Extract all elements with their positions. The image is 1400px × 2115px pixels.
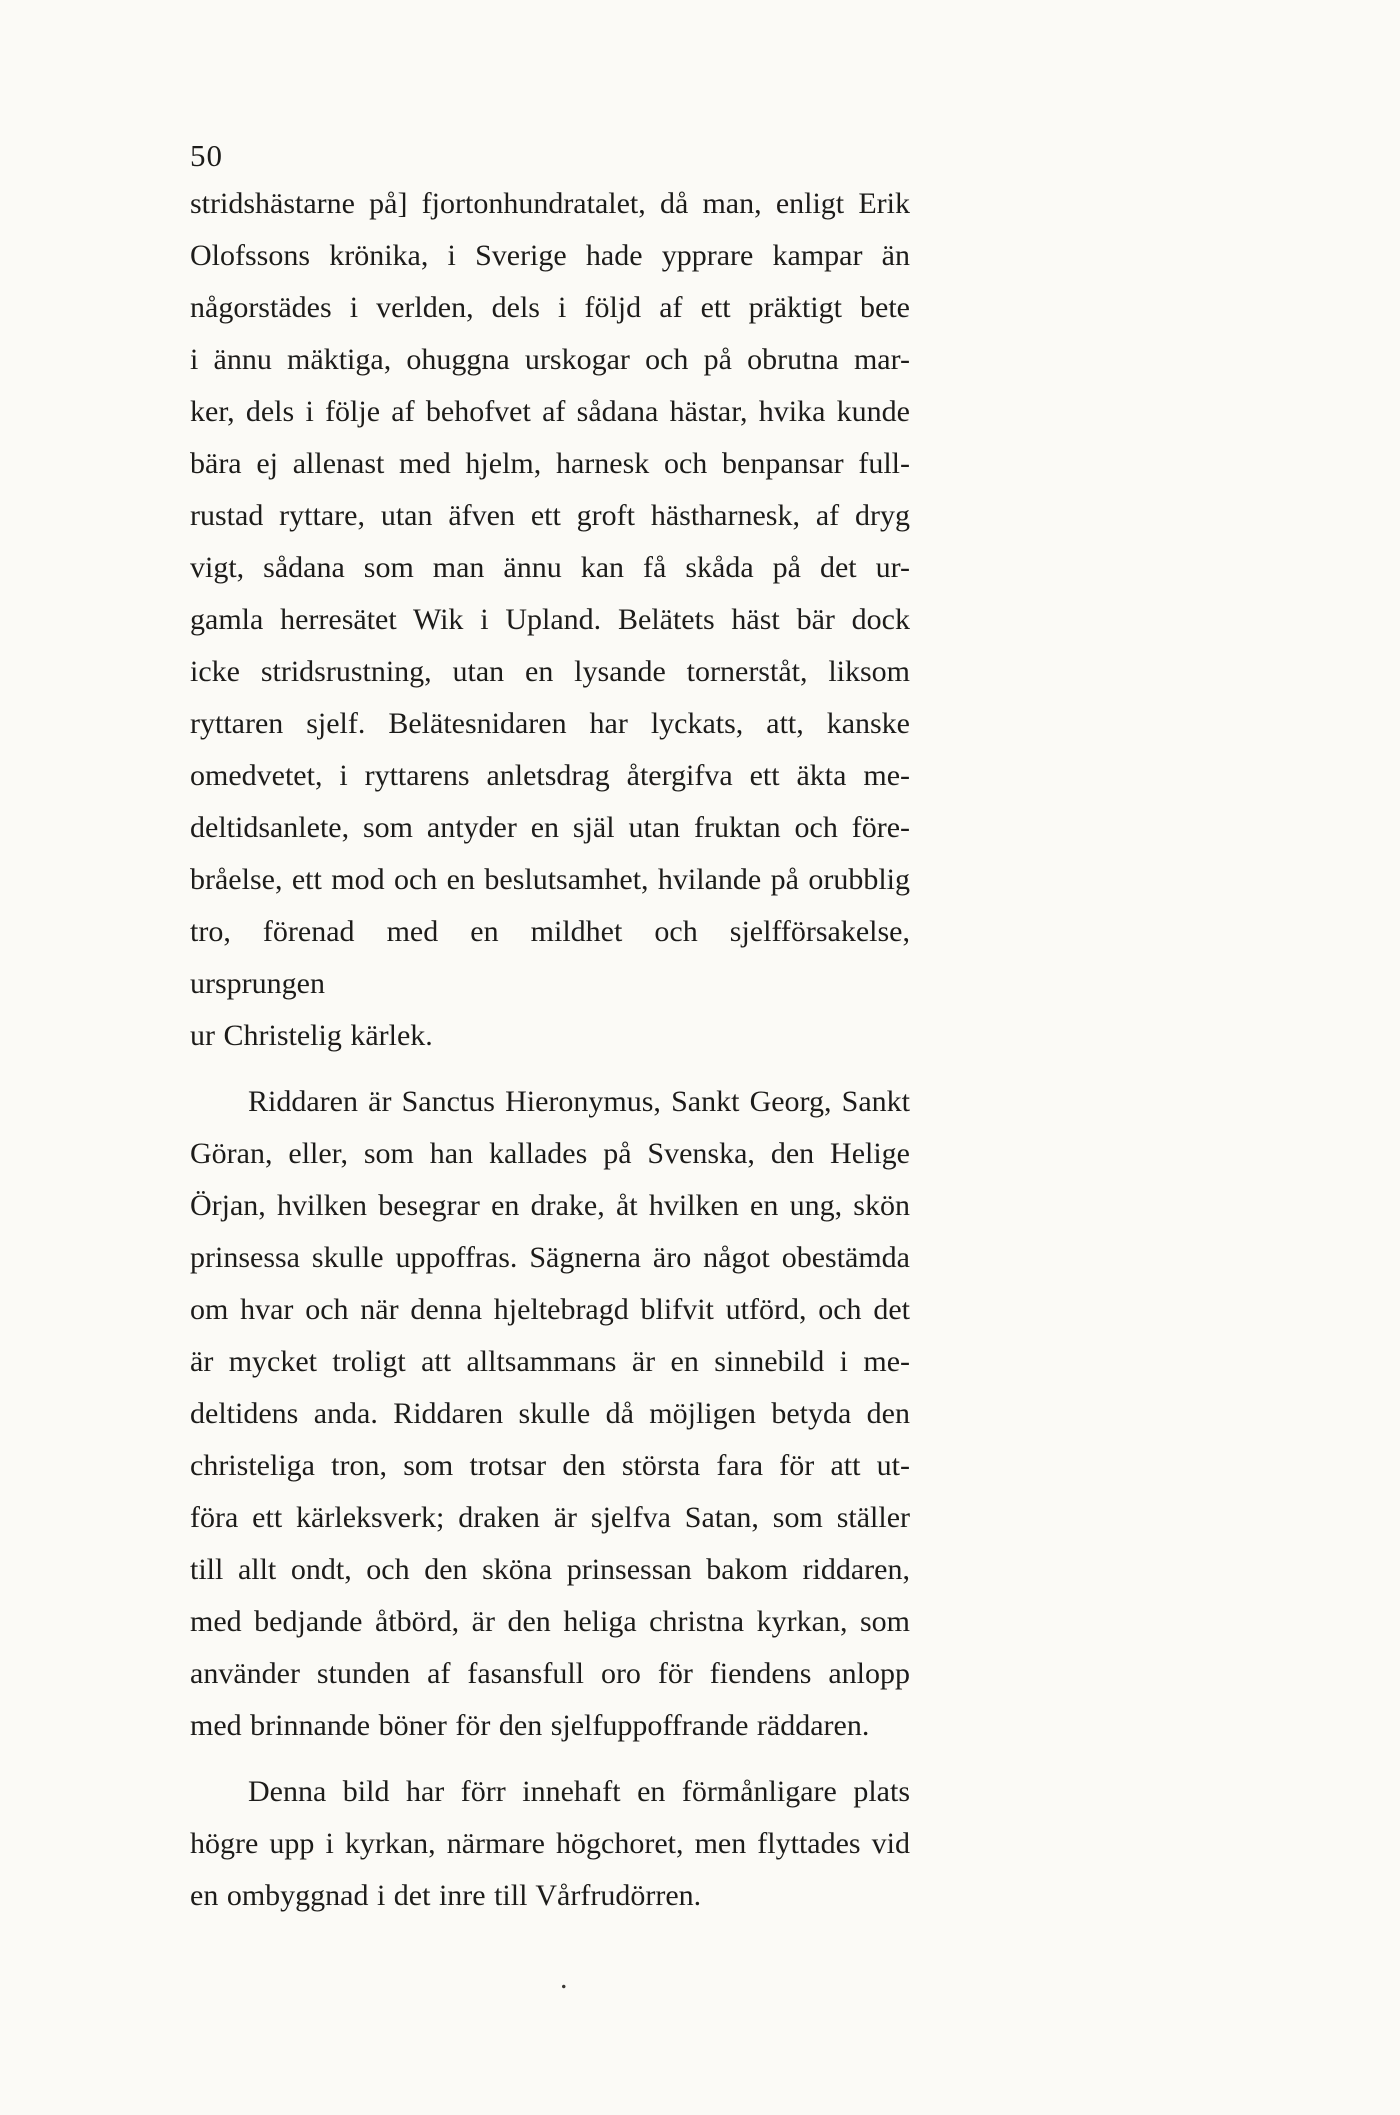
text-line: rustad ryttare, utan äfven ett groft hästharnesk, af dryg (190, 499, 910, 532)
text-line: bråelse, ett mod och en beslutsamhet, hvilande på orubblig (190, 863, 910, 896)
text-line: prinsessa skulle uppoffras. Sägnerna äro något obestämda (190, 1241, 910, 1274)
text-line: Göran, eller, som han kallades på Svenska, den Helige (190, 1137, 910, 1170)
text-line: stridshästarne på] fjortonhundratalet, då man, enligt Erik (190, 187, 910, 220)
paragraph (190, 178, 910, 1062)
paragraph (190, 1076, 910, 1752)
text-line: föra ett kärleksverk; draken är sjelfva Satan, som ställer (190, 1501, 910, 1534)
text-line: Örjan, hvilken besegrar en drake, åt hvilken en ung, skön (190, 1189, 910, 1222)
text-line: Olofssons krönika, i Sverige hade ypprare kampar än (190, 239, 910, 272)
text-line: vigt, sådana som man ännu kan få skåda på det ur- (190, 551, 910, 584)
text-line: någorstädes i verlden, dels i följd af ett präktigt bete (190, 291, 910, 324)
text-line: Denna bild har förr innehaft en förmånligare plats (248, 1775, 910, 1808)
text-line: om hvar och när denna hjeltebragd blifvit utförd, och det (190, 1293, 910, 1326)
scan-artifact-dot: . (560, 1962, 568, 1995)
text-line: christeliga tron, som trotsar den största fara för att ut- (190, 1449, 910, 1482)
text-line: använder stunden af fasansfull oro för fiendens anlopp (190, 1657, 910, 1690)
text-line: deltidsanlete, som antyder en själ utan fruktan och före- (190, 811, 910, 844)
text-line: med bedjande åtbörd, är den heliga christna kyrkan, som (190, 1605, 910, 1638)
text-line: omedvetet, i ryttarens anletsdrag återgifva ett äkta me- (190, 759, 910, 792)
paragraph (190, 1766, 910, 1922)
text-line: icke stridsrustning, utan en lysande tornerståt, liksom (190, 655, 910, 688)
text-line: högre upp i kyrkan, närmare högchoret, men flyttades vid (190, 1827, 910, 1860)
text-line: ker, dels i följe af behofvet af sådana hästar, hvika kunde (190, 395, 910, 428)
text-line: bära ej allenast med hjelm, harnesk och benpansar full- (190, 447, 910, 480)
text-line: gamla herresätet Wik i Upland. Belätets häst bär dock (190, 603, 910, 636)
text-line: Riddaren är Sanctus Hieronymus, Sankt Georg, Sankt (248, 1085, 910, 1118)
text-line: deltidens anda. Riddaren skulle då möjligen betyda den (190, 1397, 910, 1430)
body-text (190, 178, 910, 1922)
text-line: tro, förenad med en mildhet och sjelfförsakelse, ursprungen (190, 915, 910, 1000)
text-line: är mycket troligt att alltsammans är en sinnebild i me- (190, 1345, 910, 1378)
text-line: till allt ondt, och den sköna prinsessan bakom riddaren, (190, 1553, 910, 1586)
text-line: ryttaren sjelf. Belätesnidaren har lyckats, att, kanske (190, 707, 910, 740)
page-number: 50 (190, 138, 223, 173)
text-line: med brinnande böner för den sjelfuppoffrande räddaren. (190, 1709, 870, 1742)
text-line: en ombyggnad i det inre till Vårfrudörren. (190, 1879, 702, 1912)
text-line: ur Christelig kärlek. (190, 1019, 433, 1052)
text-line: i ännu mäktiga, ohuggna urskogar och på obrutna mar- (190, 343, 910, 376)
